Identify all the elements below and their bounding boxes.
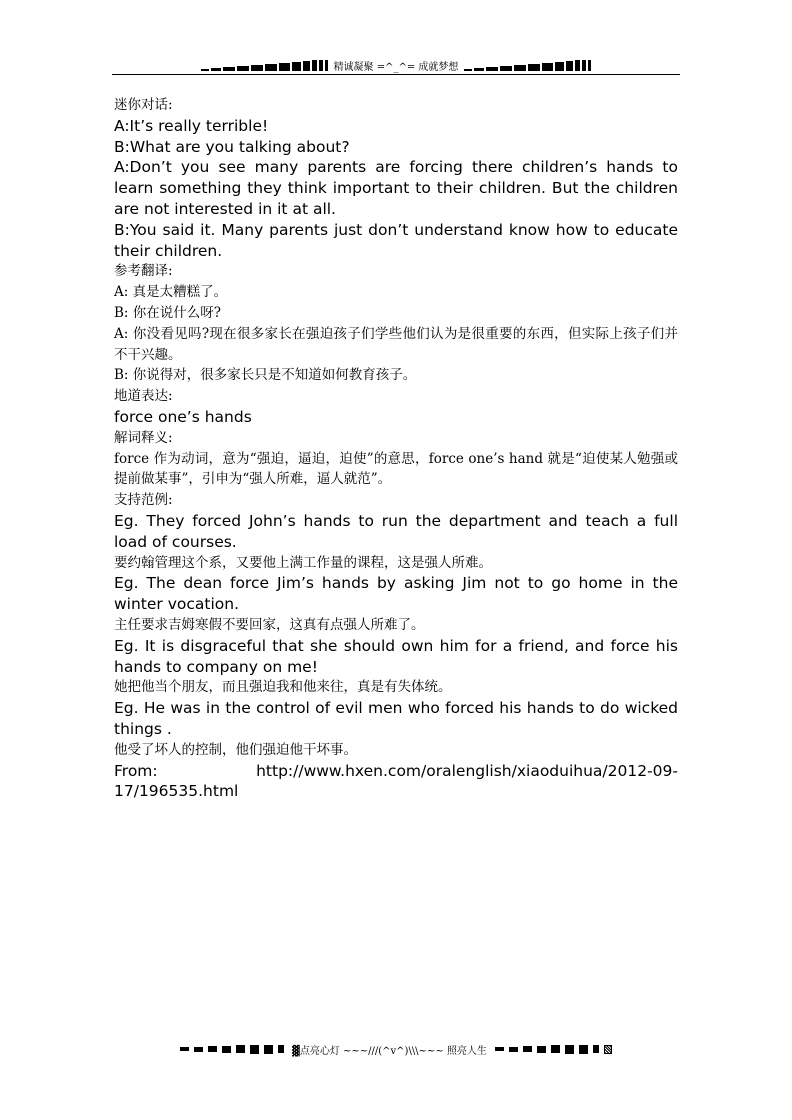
example-3-en: Eg. It is disgraceful that she should own him for a friend, and force his hands to company on me! [114, 636, 678, 676]
header-motto: 精诚凝聚 =^_^= 成就梦想 [333, 61, 459, 73]
translation-line-a1: A: 真是太糟糕了。 [114, 284, 228, 301]
footer-motto: ▓点亮心灯 ~~~///(^v^)\\\~~~ 照亮人生 [292, 1045, 487, 1057]
explain-text: force 作为动词，意为“强迫，逼迫，迫使”的意思，force one’s hand 就是“迫使某人勉强或提前做某事”，引申为“强人所难，逼人就范”。 [114, 450, 678, 488]
document-body [114, 95, 678, 802]
source-line [114, 761, 678, 782]
translation-line-b1: B: 你在说什么呀? [114, 304, 221, 321]
page-footer [132, 1040, 660, 1058]
dialog-line-a1: A:It’s really terrible! [114, 116, 269, 135]
header-rule [112, 74, 680, 75]
example-2-en: Eg. The dean force Jim’s hands by asking Jim not to go home in the winter vocation. [114, 574, 678, 614]
source-url-part1[interactable]: http://www.hxen.com/oralenglish/xiaoduihua/2012-09- [256, 761, 678, 780]
translation-heading: 参考翻译: [114, 263, 173, 280]
header-right-bars [464, 60, 591, 71]
source-url-part2[interactable]: 17/196535.html [114, 782, 239, 801]
explain-heading: 解词释义: [114, 429, 173, 446]
example-4-zh: 他受了坏人的控制，他们强迫他干坏事。 [114, 741, 357, 758]
example-4-en: Eg. He was in the control of evil men who forced his hands to do wicked things . [114, 699, 678, 738]
dialog-line-a2: A:Don’t you see many parents are forcing there children’s hands to learn something they think important to their children. But the children are not interested in it at all. [114, 158, 678, 218]
examples-heading: 支持范例: [114, 492, 173, 509]
dialog-heading: 迷你对话: [114, 97, 173, 113]
translation-line-b2: B: 你说得对，很多家长只是不知道如何教育孩子。 [114, 367, 417, 384]
example-1-zh: 要约翰管理这个系，又要他上满工作量的课程，这是强人所难。 [114, 554, 492, 571]
dialog-line-b2: B:You said it. Many parents just don’t understand know how to educate their children. [114, 220, 678, 260]
header-left-bars [201, 60, 328, 71]
expression-heading: 地道表达: [114, 388, 173, 405]
dialog-line-b1: B:What are you talking about? [114, 137, 350, 156]
expression-text: force one’s hands [114, 407, 252, 426]
translation-line-a2: A: 你没看见吗?现在很多家长在强迫孩子们学些他们认为是很重要的东西，但实际上孩子们并不干兴趣。 [114, 325, 678, 363]
example-1-en: Eg. They forced John’s hands to run the department and teach a full load of courses. [114, 511, 678, 551]
footer-left-bars [180, 1045, 284, 1054]
footer-right-bars [495, 1045, 612, 1054]
example-2-zh: 主任要求吉姆寒假不要回家，这真有点强人所难了。 [114, 616, 425, 633]
example-3-zh: 她把他当个朋友，而且强迫我和他来往，真是有失体统。 [114, 679, 452, 696]
source-label: From: [114, 761, 158, 780]
page-header [112, 56, 680, 74]
